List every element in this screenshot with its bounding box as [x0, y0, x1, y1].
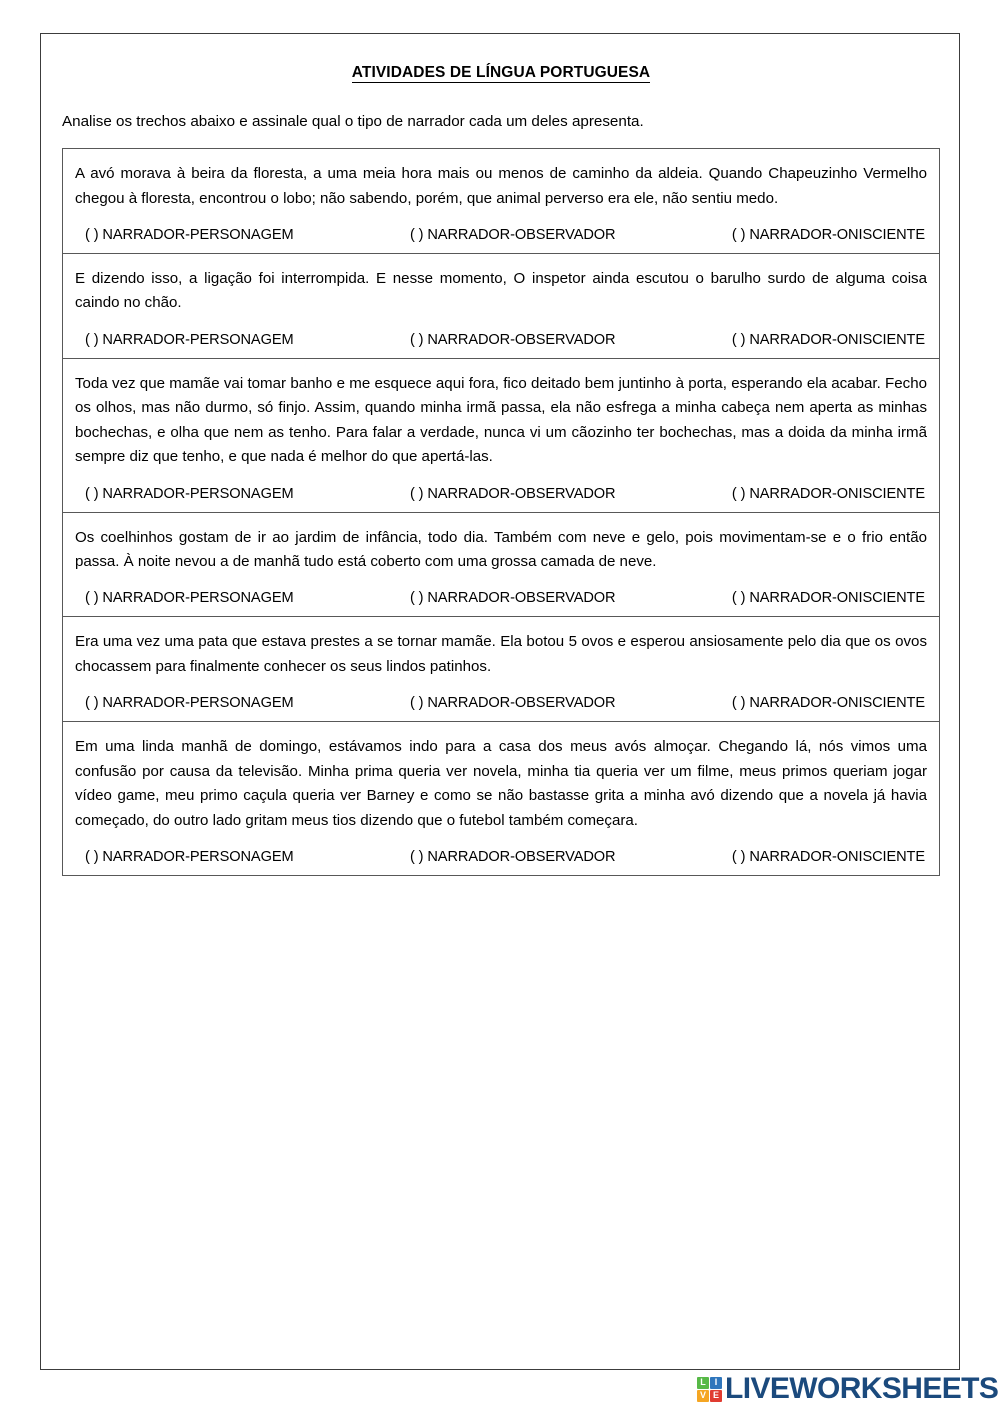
logo-block-l: L	[697, 1377, 709, 1389]
option-spacer	[615, 590, 731, 606]
question-block	[63, 617, 939, 722]
question-block	[63, 254, 939, 359]
option-spacer	[615, 695, 731, 711]
option-narrador-personagem[interactable]: ( ) NARRADOR-PERSONAGEM	[85, 226, 294, 243]
worksheet-page	[40, 33, 960, 1370]
liveworksheets-logo	[697, 1372, 998, 1406]
option-spacer	[294, 486, 410, 502]
option-narrador-personagem[interactable]: ( ) NARRADOR-PERSONAGEM	[85, 485, 294, 502]
liveworksheets-wordmark: LIVEWORKSHEETS	[725, 1372, 999, 1405]
passage-text: Era uma vez uma pata que estava prestes a se tornar mamãe. Ela botou 5 ovos e esperou ansiosamente pelo dia que os ovos chocassem para finalmente conhecer os seus lindos patinhos.	[75, 633, 927, 675]
option-spacer	[294, 227, 410, 243]
worksheet-content	[62, 34, 940, 1369]
question-block	[63, 722, 939, 875]
option-narrador-observador[interactable]: ( ) NARRADOR-OBSERVADOR	[409, 590, 616, 607]
option-narrador-personagem[interactable]: ( ) NARRADOR-PERSONAGEM	[85, 849, 294, 866]
option-spacer	[615, 332, 731, 348]
option-narrador-observador[interactable]: ( ) NARRADOR-OBSERVADOR	[409, 849, 616, 866]
option-narrador-onisciente[interactable]: ( ) NARRADOR-ONISCIENTE	[731, 695, 926, 712]
option-narrador-observador[interactable]: ( ) NARRADOR-OBSERVADOR	[409, 695, 616, 712]
page-title	[62, 64, 940, 83]
passage-text: Em uma linda manhã de domingo, estávamos indo para a casa dos meus avós almoçar. Chegando lá, nós vimos uma confusão por causa da televisão. Minha prima queria ver novela, minha tia queria ver um filme, meus primos queriam jogar vídeo game, meu primo caçula queria ver Barney e como se não bastasse grita a minha avó dizendo que a novela já havia começado, do outro lado gritam meus tios dizendo que o futebol também começara.	[75, 738, 927, 829]
option-narrador-personagem[interactable]: ( ) NARRADOR-PERSONAGEM	[85, 695, 294, 712]
questions-table	[62, 148, 940, 876]
options-row	[75, 695, 927, 711]
passage-text: Toda vez que mamãe vai tomar banho e me esquece aqui fora, fico deitado bem juntinho à porta, esperando ela acabar. Fecho os olhos, mas não durmo, só finjo. Assim, quando minha irmã passa, ela não esfrega a minha cabeça nem aperta as minhas bochechas, e olha que nem as tenho. Para falar a verdade, nunca vi um cãozinho ter bochechas, mas a doida da minha irmã sempre diz que tenho, e que nada é melhor do que apertá-las.	[75, 374, 927, 466]
option-narrador-onisciente[interactable]: ( ) NARRADOR-ONISCIENTE	[731, 849, 926, 866]
option-narrador-onisciente[interactable]: ( ) NARRADOR-ONISCIENTE	[731, 226, 926, 243]
passage-text: E dizendo isso, a ligação foi interrompida. E nesse momento, O inspetor ainda escutou o barulho surdo de alguma coisa caindo no chão.	[75, 269, 927, 312]
option-spacer	[294, 695, 410, 711]
liveworksheets-logo-blocks	[697, 1377, 722, 1402]
option-narrador-onisciente[interactable]: ( ) NARRADOR-ONISCIENTE	[731, 590, 926, 607]
option-narrador-observador[interactable]: ( ) NARRADOR-OBSERVADOR	[409, 331, 616, 348]
options-row	[75, 590, 927, 606]
option-spacer	[615, 227, 731, 243]
logo-block-v: V	[697, 1390, 709, 1402]
passage-text: A avó morava à beira da floresta, a uma meia hora mais ou menos de caminho da aldeia. Quando Chapeuzinho Vermelho chegou à floresta, encontrou o lobo; não sabendo, porém, que animal perverso era ele, não sentiu medo.	[75, 165, 927, 207]
options-row	[75, 332, 927, 348]
options-row	[75, 486, 927, 502]
option-narrador-onisciente[interactable]: ( ) NARRADOR-ONISCIENTE	[731, 485, 926, 502]
option-spacer	[615, 486, 731, 502]
question-block	[63, 513, 939, 618]
question-block	[63, 359, 939, 513]
logo-block-e: E	[710, 1390, 722, 1402]
option-spacer	[294, 332, 410, 348]
passage-text: Os coelhinhos gostam de ir ao jardim de infância, todo dia. Também com neve e gelo, pois movimentam-se e o frio então passa. À noite nevou a de manhã tudo está coberto com uma grossa camada de neve.	[75, 528, 927, 571]
option-narrador-onisciente[interactable]: ( ) NARRADOR-ONISCIENTE	[731, 331, 926, 348]
options-row	[75, 849, 927, 865]
instruction-text: Analise os trechos abaixo e assinale qual o tipo de narrador cada um deles apresenta.	[62, 112, 644, 130]
option-spacer	[615, 849, 731, 865]
option-narrador-personagem[interactable]: ( ) NARRADOR-PERSONAGEM	[85, 331, 294, 348]
option-spacer	[294, 849, 410, 865]
option-narrador-personagem[interactable]: ( ) NARRADOR-PERSONAGEM	[85, 590, 294, 607]
page-title-text: ATIVIDADES DE LÍNGUA PORTUGUESA	[351, 64, 651, 81]
options-row	[75, 227, 927, 243]
option-narrador-observador[interactable]: ( ) NARRADOR-OBSERVADOR	[409, 226, 616, 243]
option-spacer	[294, 590, 410, 606]
logo-block-i: I	[710, 1377, 722, 1389]
option-narrador-observador[interactable]: ( ) NARRADOR-OBSERVADOR	[409, 485, 616, 502]
question-block	[63, 149, 939, 254]
